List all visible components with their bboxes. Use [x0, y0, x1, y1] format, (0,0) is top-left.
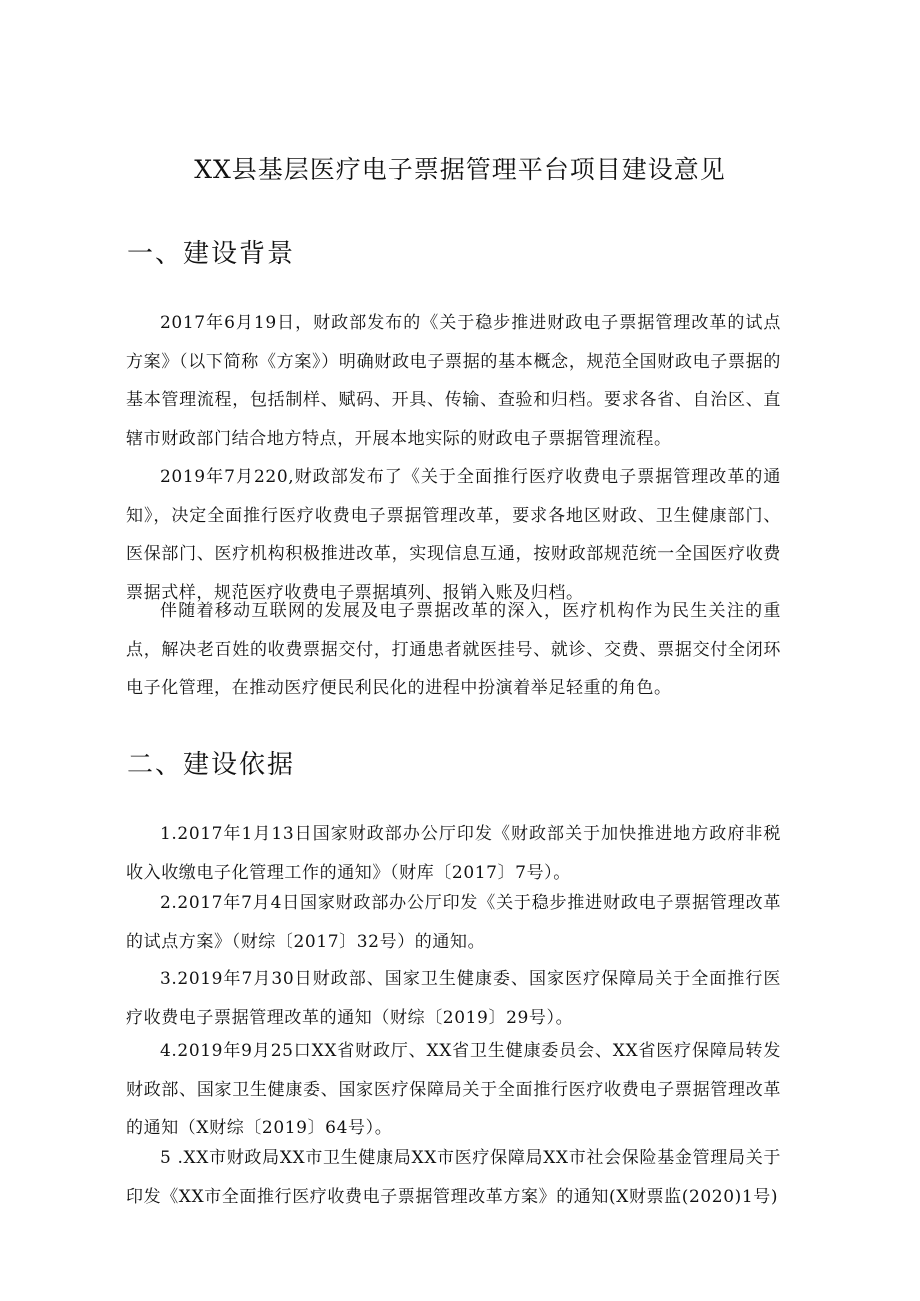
background-paragraph-3: 伴随着移动互联网的发展及电子票据改革的深入，医疗机构作为民生关注的重点，解决老百姓的收费票据交付，打通患者就医挂号、就诊、交费、票据交付全闭环电子化管理，在推动医疗便民利民化的进程中扮演着举足轻重的角色。: [126, 601, 781, 698]
background-paragraph-1: 2017年6月19日，财政部发布的《关于稳步推进财政电子票据管理改革的试点方案》（以下简称《方案》）明确财政电子票据的基本概念，规范全国财政电子票据的基本管理流程，包括制样、赋码、开具、传输、查验和归档。要求各省、自治区、直辖市财政部门结合地方特点，开展本地实际的财政电子票据管理流程。: [126, 313, 781, 449]
basis-item-3: 3.2019年7月30日财政部、国家卫生健康委、国家医疗保障局关于全面推行医疗收费电子票据管理改革的通知（财综〔2019〕29号）。: [126, 969, 781, 1028]
section-heading-basis: 二、建设依据: [127, 750, 296, 780]
basis-item-5: 5 .XX市财政局XX市卫生健康局XX市医疗保障局XX市社会保险基金管理局关于印发《XX市全面推行医疗收费电子票据管理改革方案》的通知(X财票监(2020)1号): [126, 1148, 781, 1207]
section-heading-background: 一、建设背景: [127, 239, 296, 269]
basis-item-4: 4.2019年9月25口XX省财政厅、XX省卫生健康委员会、XX省医疗保障局转发财政部、国家卫生健康委、国家医疗保障局关于全面推行医疗收费电子票据管理改革的通知（X财综〔2019〕64号）。: [126, 1041, 781, 1138]
document-title: XX县基层医疗电子票据管理平台项目建设意见: [194, 155, 726, 184]
basis-item-2: 2.2017年7月4日国家财政部办公厅印发《关于稳步推进财政电子票据管理改革的试点方案》（财综〔2017〕32号）的通知。: [126, 893, 781, 952]
basis-item-1: 1.2017年1月13日国家财政部办公厅印发《财政部关于加快推进地方政府非税收入收缴电子化管理工作的通知》（财库〔2017〕7号）。: [126, 824, 781, 883]
background-paragraph-2: 2019年7月220,财政部发布了《关于全面推行医疗收费电子票据管理改革的通知》，决定全面推行医疗收费电子票据管理改革，要求各地区财政、卫生健康部门、医保部门、医疗机构积极推进改革，实现信息互通，按财政部规范统一全国医疗收费票据式样，规范医疗收费电子票据填列、报销入账及归档。: [126, 467, 781, 603]
